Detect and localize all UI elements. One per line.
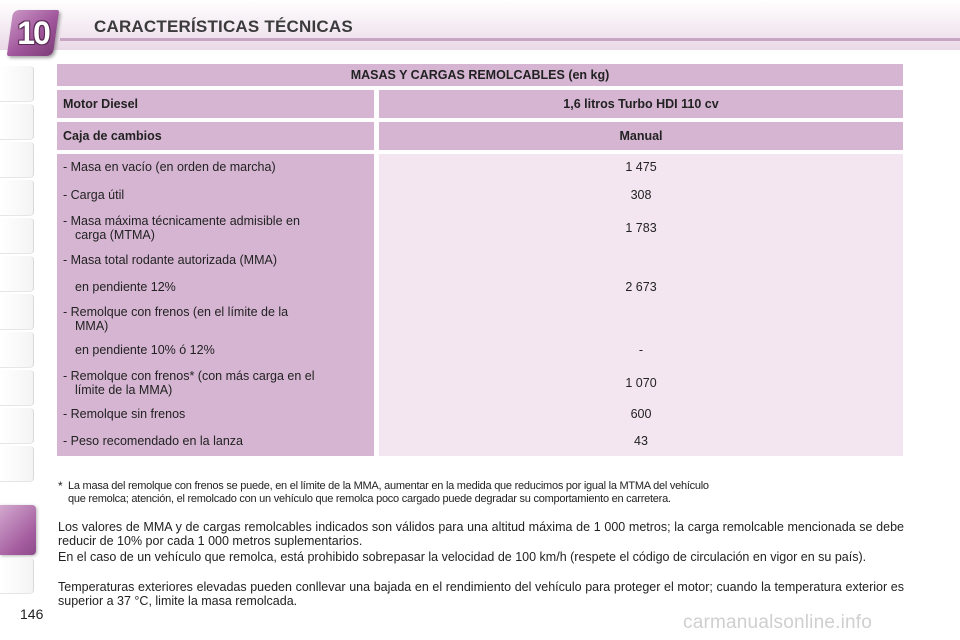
paragraph-altitude: Los valores de MMA y de cargas remolcables indicados son válidos para una altitud máxima de 1 000 metros; la carga remolcable mencionada se debe reducir de 10% por cada 1 000 metros suplementarios.: [58, 520, 904, 548]
page-number: 146: [20, 606, 44, 622]
chapter-tab-6[interactable]: [0, 256, 34, 292]
table-row-label: - Peso recomendado en la lanza: [63, 434, 243, 448]
watermark: carmanualsonline.info: [683, 612, 873, 633]
table-row-label: en pendiente 10% ó 12%: [75, 343, 215, 357]
footnote: [58, 480, 908, 506]
chapter-tab-5[interactable]: [0, 218, 34, 254]
chapter-tab-3[interactable]: [0, 142, 34, 178]
table-row-label: - Masa en vacío (en orden de marcha): [63, 160, 276, 174]
table-row-label: - Carga útil: [63, 188, 125, 202]
paragraph-temperature: Temperaturas exteriores elevadas pueden conllevar una bajada en el rendimiento del vehículo para proteger el motor; cuando la temperatura exterior es superior a 37 °C, limite la masa remolcada.: [58, 580, 904, 608]
table-row-value: -: [638, 343, 644, 357]
engine-row: [57, 90, 903, 118]
labels-column: [57, 154, 374, 456]
chapter-tabs: [0, 58, 40, 618]
table-row-value: 1 070: [625, 376, 657, 390]
chapter-tab-8[interactable]: [0, 332, 34, 368]
engine-value: 1,6 litros Turbo HDI 110 cv: [379, 90, 903, 118]
masses-table: [57, 64, 903, 456]
chapter-tab-active[interactable]: [0, 505, 36, 555]
engine-label: Motor Diesel: [57, 90, 374, 118]
gearbox-value: Manual: [379, 122, 903, 150]
page-title: CARACTERÍSTICAS TÉCNICAS: [94, 17, 353, 36]
table-row-value: 2 673: [625, 280, 657, 294]
footnote-marker: *: [58, 479, 63, 493]
table-row-value: 1 783: [625, 221, 657, 235]
gearbox-label: Caja de cambios: [57, 122, 374, 150]
paragraph-speed: En el caso de un vehículo que remolca, está prohibido sobrepasar la velocidad de 100 km/h (respete el código de circulación en vigor en su país).: [58, 550, 867, 564]
table-row-label: - Remolque sin frenos: [63, 407, 186, 421]
chapter-tab-2[interactable]: [0, 104, 34, 140]
table-row-label: - Remolque con frenos (en el límite de la MMA): [63, 305, 289, 333]
table-row-label: en pendiente 12%: [75, 280, 176, 294]
chapter-tab-4[interactable]: [0, 180, 34, 216]
table-row-label: - Masa máxima técnicamente admisible en carga (MTMA): [63, 214, 300, 242]
chapter-tab-9[interactable]: [0, 370, 34, 406]
footnote-line-1: La masa del remolque con frenos se puede, en el límite de la MMA, aumentar en la medida que reducimos por igual la MTMA del vehículo: [68, 480, 709, 492]
chapter-tab-12[interactable]: [0, 558, 34, 594]
table-row-value: 600: [630, 407, 652, 421]
gearbox-row: [57, 122, 903, 150]
footnote-line-2: que remolca; atención, el remolcado con un vehículo que remolca poco cargado puede degradar su comportamiento en carretera.: [68, 493, 671, 505]
table-row-value: 1 475: [625, 160, 657, 174]
chapter-tab-1[interactable]: [0, 66, 34, 102]
table-row-label: - Remolque con frenos* (con más carga en el límite de la MMA): [63, 369, 315, 397]
table-title: MASAS Y CARGAS REMOLCABLES (en kg): [57, 64, 903, 86]
table-row-value: 308: [630, 188, 652, 202]
chapter-number: 10: [17, 15, 49, 51]
values-column: [379, 154, 903, 456]
table-body: [57, 154, 903, 456]
header-divider: [60, 38, 960, 41]
table-row-value: 43: [634, 434, 648, 448]
table-row-label: - Masa total rodante autorizada (MMA): [63, 253, 277, 267]
chapter-tab-7[interactable]: [0, 294, 34, 330]
chapter-tab-11[interactable]: [0, 446, 34, 482]
chapter-tab-10[interactable]: [0, 408, 34, 444]
